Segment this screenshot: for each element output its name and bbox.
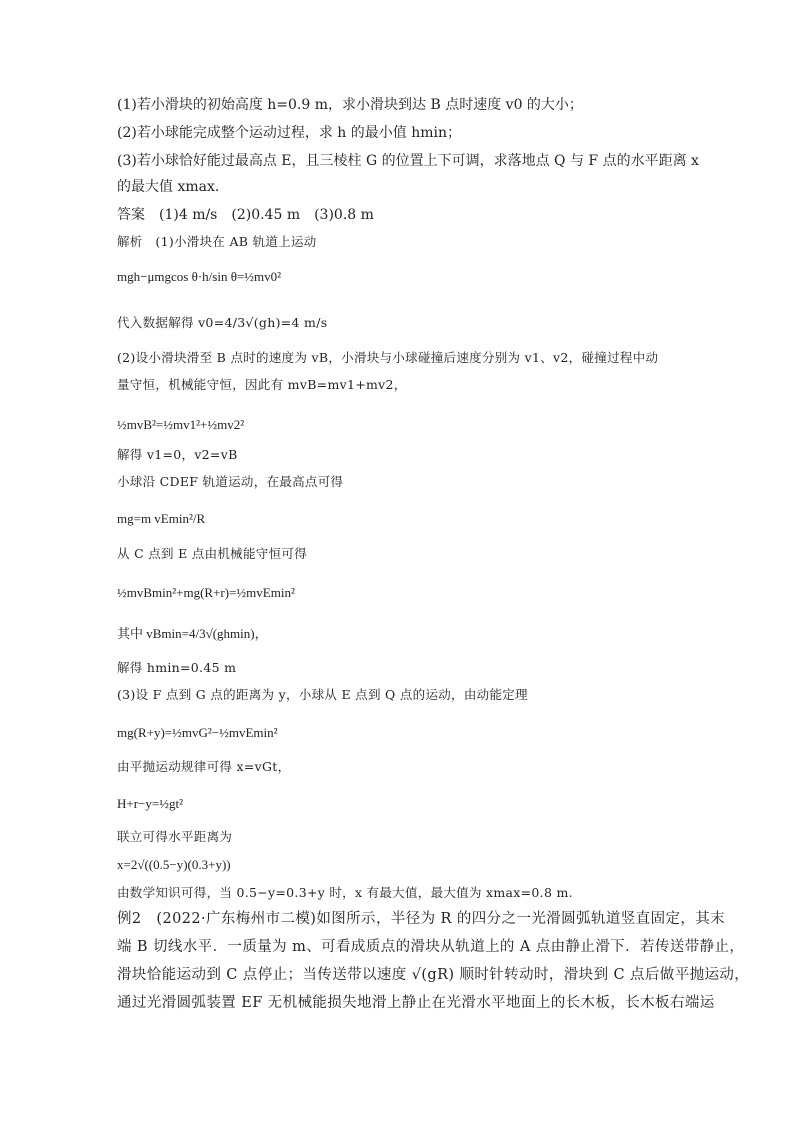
equation-6: mg(R+y)=½mvG²−½mvEmin² <box>117 725 278 740</box>
solution-line-10: 从 C 点到 E 点由机械能守恒可得 <box>117 546 307 561</box>
example-line-1: 例2 (2022·广东梅州市二模)如图所示，半径为 R 的四分之一光滑圆弧轨道竖直固定，其末 <box>117 911 726 927</box>
question-part-3-cont: 的最大值 xmax. <box>117 179 220 195</box>
solution-line-13: 解得 hmin=0.45 m <box>117 660 237 675</box>
equation-7: H+r−y=½gt² <box>117 796 183 811</box>
example-line-4: 通过光滑圆弧装置 EF 无机械能损失地滑上静止在光滑水平地面上的长木板，长木板右端运 <box>117 995 715 1011</box>
example-line-2: 端 B 切线水平．一质量为 m、可看成质点的滑块从轨道上的 A 点由静止滑下．若传送带静止， <box>117 939 745 955</box>
answer-line: 答案 (1)4 m/s (2)0.45 m (3)0.8 m <box>117 207 374 223</box>
equation-5: 其中 vBmin=4/3√(ghmin)， <box>117 626 268 641</box>
equation-4: ½mvBmin²+mg(R+r)=½mvEmin² <box>117 585 295 600</box>
solution-line-1: 解析 (1)小滑块在 AB 轨道上运动 <box>117 234 317 249</box>
solution-line-7: 解得 v1=0，v2=vB <box>117 447 238 462</box>
solution-line-14: (3)设 F 点到 G 点的距离为 y，小球从 E 点到 Q 点的运动，由动能定理 <box>117 687 528 702</box>
equation-3: mg=m vEmin²/R <box>117 511 206 526</box>
equation-2: ½mvB²=½mv1²+½mv2² <box>117 417 245 432</box>
solution-line-5: 量守恒，机械能守恒，因此有 mvB=mv1+mv2， <box>117 377 407 392</box>
question-part-3: (3)若小球恰好能过最高点 E，且三棱柱 G 的位置上下可调，求落地点 Q 与 F 点的水平距离 x <box>117 153 699 169</box>
question-part-2: (2)若小球能完成整个运动过程，求 h 的最小值 hmin； <box>117 125 461 141</box>
solution-line-8: 小球沿 CDEF 轨道运动，在最高点可得 <box>117 474 344 489</box>
solution-line-3: 代入数据解得 v0=4/3√(gh)=4 m/s <box>117 315 328 330</box>
equation-1: mgh−μmgcos θ·h/sin θ=½mv0² <box>117 269 282 284</box>
question-part-1: (1)若小滑块的初始高度 h=0.9 m，求小滑块到达 B 点时速度 v0 的大小； <box>117 97 583 113</box>
example-line-3: 滑块恰能运动到 C 点停止；当传送带以速度 √(gR) 顺时针转动时，滑块到 C 点后做平抛运动， <box>117 967 750 983</box>
solution-line-20: 由数学知识可得，当 0.5−y=0.3+y 时，x 有最大值，最大值为 xmax=0.8 m. <box>117 885 573 900</box>
equation-8: x=2√((0.5−y)(0.3+y)) <box>117 857 231 872</box>
solution-line-18: 联立可得水平距离为 <box>117 829 233 844</box>
solution-line-4: (2)设小滑块滑至 B 点时的速度为 vB，小滑块与小球碰撞后速度分别为 v1、v2，碰撞过程中动 <box>117 350 659 365</box>
solution-line-16: 由平抛运动规律可得 x=vGt， <box>117 759 291 774</box>
